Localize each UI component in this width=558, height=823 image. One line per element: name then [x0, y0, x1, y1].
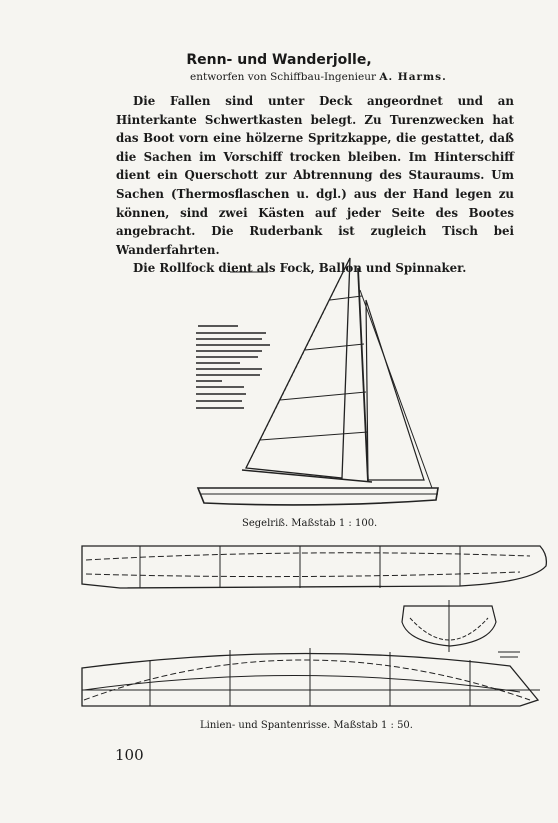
paragraph-2: Die Rollfock dient als Fock, Ballon und Spinnaker.: [133, 261, 467, 276]
subtitle-prefix: entworfen von Schiffbau-Ingenieur: [190, 71, 376, 83]
page-number: 100: [115, 746, 144, 764]
article-title: Renn- und Wanderjolle,: [186, 52, 372, 68]
designer-name: A. Harms.: [379, 71, 447, 83]
lines-caption: Linien- und Spantenrisse. Maßstab 1 : 50.: [200, 720, 413, 731]
sail-plan-caption: Segelriß. Maßstab 1 : 100.: [242, 518, 378, 529]
paragraph-1: Die Fallen sind unter Deck angeordnet und an Hinterkante Schwertkasten belegt. Zu Turenzwecken hat das Boot vorn eine hölzerne Spritzkappe, die gestattet, daß die Sachen im Vorschiff trocken bleiben. Im Hinterschiff dient ein Querschott zur Abtrennung des Stauraums. Um Sachen (Thermosflaschen u. dgl.) aus der Hand legen zu können, sind zwei Kästen auf jeder Seite des Bootes angebracht. Die Ruderbank ist zugleich Tisch bei Wanderfahrten.: [116, 94, 514, 257]
